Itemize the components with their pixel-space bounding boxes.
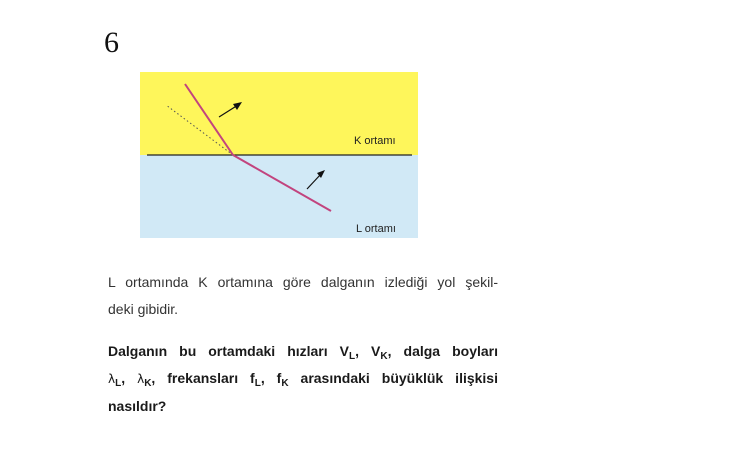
paragraph-question [108,338,498,420]
label-k-medium: K ortamı [354,135,396,147]
paragraph-line: L ortamında K ortamına göre dalganın izlediği yol şekil- [108,274,498,290]
refraction-diagram [140,72,418,238]
question-line-1: Dalganın bu ortamdaki hızları $V_L$, $V_K$, dalga boyları [108,343,499,362]
question-line-3: nasıldır? [108,398,167,414]
label-l-medium: L ortamı [356,223,396,235]
paragraph-statement [108,269,498,323]
question-line-2: $\lambda_L$, $\lambda_K$, frekansları $f_L$, $f_K$ arasındaki büyüklük ilişkisi [108,370,498,389]
paragraph-line: deki gibidir. [108,301,179,317]
refraction-figure [140,72,418,238]
question-number: 6 [104,26,119,59]
